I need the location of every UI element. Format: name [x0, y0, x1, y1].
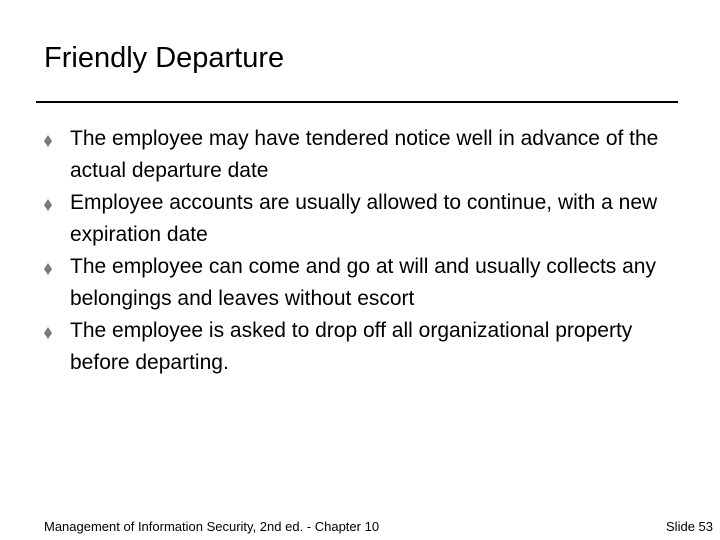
- bullet-text: The employee may have tendered notice well in advance of the actual departure date: [70, 127, 659, 182]
- bullet-list: [44, 123, 684, 379]
- diamond-bullet-icon: [44, 327, 52, 339]
- bullet-text: The employee can come and go at will and usually collects any belongings and leaves without escort: [70, 255, 656, 310]
- diamond-bullet-icon: [44, 199, 52, 211]
- bullet-item: [44, 123, 684, 187]
- bullet-item: [44, 315, 684, 379]
- footer-course-title: Management of Information Security, 2nd ed. - Chapter 10: [44, 519, 380, 534]
- title-divider: [36, 101, 678, 103]
- bullet-item: [44, 187, 684, 251]
- diamond-bullet-icon: [44, 263, 52, 275]
- slide-title: Friendly Departure: [44, 42, 285, 74]
- bullet-item: [44, 251, 684, 315]
- footer-slide-number: Slide 53: [666, 519, 713, 534]
- diamond-bullet-icon: [44, 135, 52, 147]
- bullet-text: The employee is asked to drop off all organizational property before departing.: [70, 319, 633, 374]
- bullet-text: Employee accounts are usually allowed to continue, with a new expiration date: [70, 191, 658, 246]
